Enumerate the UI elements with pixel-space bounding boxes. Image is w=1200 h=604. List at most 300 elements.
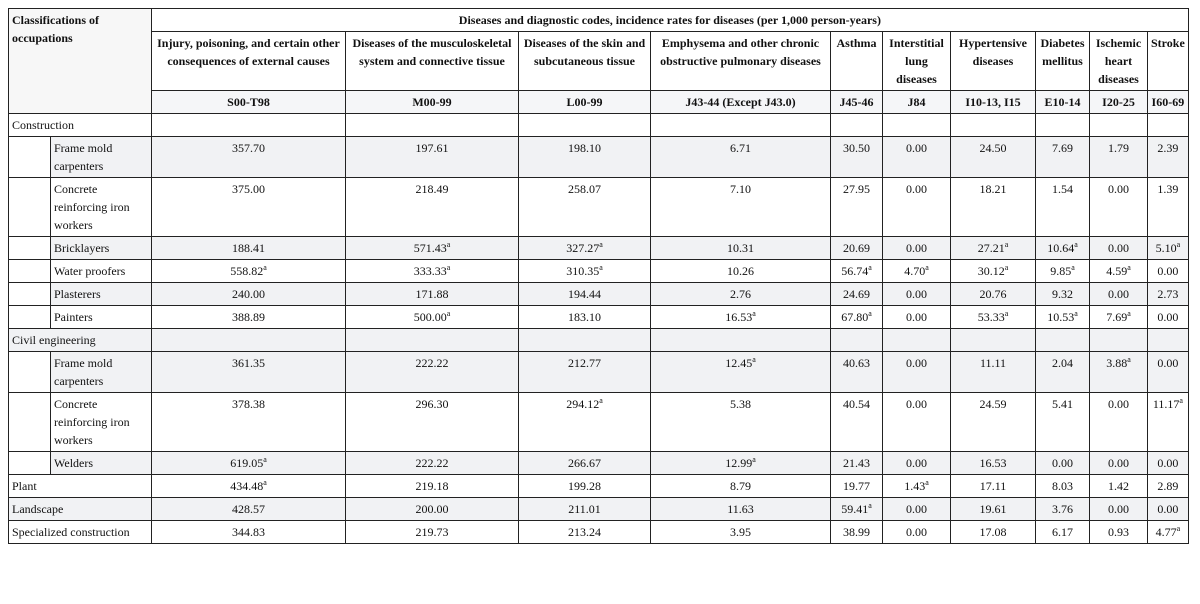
disease-code-header: J43-44 (Except J43.0) [651,91,831,114]
rate-value: 266.67 [568,456,601,470]
table-row [9,329,1189,352]
rate-cell [1036,306,1090,329]
rate-value: 619.05 [230,456,264,470]
rate-cell [831,283,883,306]
occupation-label: Plasterers [51,283,152,306]
rate-cell [152,452,346,475]
rate-value: 27.95 [843,182,870,196]
rate-value: 30.50 [843,141,870,155]
rate-value: 0.00 [1108,182,1129,196]
rate-cell [831,393,883,452]
rate-cell [831,521,883,544]
rate-cell [1090,352,1148,393]
rate-value: 16.53 [725,310,753,324]
rate-value: 0.00 [906,502,927,516]
rate-value: 3.76 [1052,502,1073,516]
rate-value: 12.99 [725,456,753,470]
disease-code-header: M00-99 [346,91,519,114]
rate-value: 59.41 [841,502,869,516]
rate-cell [1090,137,1148,178]
rate-value: 558.82 [230,264,264,278]
rate-cell [346,498,519,521]
rate-cell [346,283,519,306]
significance-marker: a [1179,396,1183,405]
rate-value: 0.00 [906,356,927,370]
disease-header: Diseases of the skin and subcutaneous tissue [519,32,651,91]
rate-value: 218.49 [415,182,449,196]
rate-cell [152,237,346,260]
rate-value: 21.43 [843,456,870,470]
rate-cell [651,352,831,393]
rate-value: 198.10 [568,141,601,155]
rate-cell [1036,452,1090,475]
table-row [9,260,1189,283]
rate-value: 1.39 [1157,182,1179,196]
table-row [9,452,1189,475]
rate-cell [831,498,883,521]
rate-cell [346,237,519,260]
rate-value: 7.69 [1106,310,1128,324]
disease-header: Diabetes mellitus [1036,32,1090,91]
indent-cell [9,137,51,178]
rate-value: 0.00 [1157,310,1179,324]
rate-cell [346,521,519,544]
rate-cell [831,237,883,260]
rate-value: 378.38 [232,397,265,411]
significance-marker: a [868,263,872,272]
empty-cell [951,329,1036,352]
significance-marker: a [263,455,267,464]
disease-code-header: I60-69 [1148,91,1189,114]
occupation-label: Painters [51,306,152,329]
empty-cell [152,114,346,137]
rate-value: 194.44 [568,287,601,301]
significance-marker: a [752,309,756,318]
rate-cell [152,393,346,452]
rate-value: 53.33 [977,310,1005,324]
rate-value: 0.00 [1108,456,1129,470]
rate-cell [651,178,831,237]
rate-value: 5.41 [1052,397,1073,411]
rate-value: 2.89 [1157,479,1179,493]
rate-cell [519,178,651,237]
rate-cell [152,137,346,178]
rate-value: 2.39 [1157,141,1179,155]
rate-cell [883,521,951,544]
occupation-label: Concrete reinforcing iron workers [51,393,152,452]
rate-value: 10.26 [727,264,754,278]
indent-cell [9,283,51,306]
rate-value: 375.00 [232,182,265,196]
rate-value: 4.59 [1106,264,1128,278]
table-row [9,114,1189,137]
rate-value: 4.77 [1155,525,1177,539]
rate-value: 9.32 [1052,287,1073,301]
occupation-column-header: Classifications of occupations [9,9,152,114]
rate-value: 0.00 [906,287,927,301]
rate-cell [883,306,951,329]
empty-cell [519,329,651,352]
rate-cell [152,306,346,329]
rate-cell [651,137,831,178]
empty-cell [831,114,883,137]
rate-cell [519,393,651,452]
rate-cell [152,475,346,498]
rate-cell [651,521,831,544]
rate-value: 428.57 [232,502,265,516]
rate-cell [1036,260,1090,283]
rate-cell [651,237,831,260]
rate-cell [1090,306,1148,329]
rate-value: 19.61 [979,502,1007,516]
rate-value: 11.63 [727,502,754,516]
empty-cell [346,114,519,137]
rate-cell [1148,178,1189,237]
significance-marker: a [1127,263,1131,272]
rate-value: 2.76 [730,287,751,301]
disease-code-header: J45-46 [831,91,883,114]
significance-marker: a [599,240,603,249]
empty-cell [1090,329,1148,352]
rate-cell [1036,283,1090,306]
significance-marker: a [446,263,451,272]
rate-value: 8.79 [730,479,751,493]
rate-cell [1036,475,1090,498]
rate-cell [519,306,651,329]
rate-cell [1148,260,1189,283]
rate-value: 0.00 [1157,456,1179,470]
rate-value: 24.59 [979,397,1007,411]
rate-cell [1036,178,1090,237]
rate-cell [152,352,346,393]
rate-cell [951,306,1036,329]
significance-marker: a [263,478,267,487]
rate-cell [951,237,1036,260]
significance-marker: a [1004,309,1009,318]
rate-cell [951,452,1036,475]
rate-cell [883,475,951,498]
rate-value: 38.99 [843,525,870,539]
significance-marker: a [1127,309,1131,318]
rate-cell [519,237,651,260]
rate-cell [1090,178,1148,237]
rate-cell [831,452,883,475]
rate-value: 2.04 [1052,356,1073,370]
rate-cell [883,137,951,178]
rate-cell [1036,237,1090,260]
rate-value: 1.54 [1052,182,1073,196]
rate-cell [883,498,951,521]
rate-value: 16.53 [979,456,1007,470]
rate-cell [951,352,1036,393]
rate-cell [883,260,951,283]
significance-marker: a [1071,263,1075,272]
rate-value: 24.50 [979,141,1007,155]
rate-cell [346,260,519,283]
rate-cell [1148,352,1189,393]
rate-value: 327.27 [566,241,600,255]
rate-value: 30.12 [977,264,1005,278]
disease-header: Asthma [831,32,883,91]
rate-cell [152,498,346,521]
empty-cell [831,329,883,352]
occupation-label: Water proofers [51,260,152,283]
rate-value: 0.00 [1108,502,1129,516]
significance-marker: a [925,263,929,272]
rate-value: 310.35 [566,264,600,278]
rate-cell [1036,137,1090,178]
rate-value: 0.00 [906,141,927,155]
significance-marker: a [752,355,756,364]
rate-value: 0.00 [1108,241,1129,255]
disease-header: Hypertensive diseases [951,32,1036,91]
table-row [9,283,1189,306]
rate-value: 20.76 [979,287,1007,301]
rate-value: 183.10 [568,310,601,324]
rate-cell [1090,452,1148,475]
rate-cell [346,137,519,178]
rate-cell [152,178,346,237]
rate-cell [651,393,831,452]
table-row [9,137,1189,178]
rate-cell [346,393,519,452]
rate-value: 0.00 [1157,264,1179,278]
disease-code-header: S00-T98 [152,91,346,114]
rate-value: 3.95 [730,525,751,539]
rate-value: 5.10 [1155,241,1177,255]
table-row [9,475,1189,498]
rate-cell [346,475,519,498]
rate-value: 171.88 [415,287,449,301]
indent-cell [9,452,51,475]
rate-value: 0.00 [1052,456,1073,470]
rate-cell [651,452,831,475]
rate-cell [1148,283,1189,306]
rate-value: 219.73 [415,525,449,539]
rate-cell [1090,521,1148,544]
rate-value: 222.22 [415,356,449,370]
disease-header: Emphysema and other chronic obstructive pulmonary diseases [651,32,831,91]
rate-cell [519,452,651,475]
rate-value: 0.00 [906,182,927,196]
occupation-label: Frame mold carpenters [51,137,152,178]
rate-cell [1090,237,1148,260]
rate-cell [152,521,346,544]
empty-cell [951,114,1036,137]
disease-header: Interstitial lung diseases [883,32,951,91]
rate-value: 56.74 [841,264,869,278]
rate-value: 0.00 [906,310,927,324]
rate-value: 10.64 [1047,241,1075,255]
disease-header: Diseases of the musculoskeletal system and connective tissue [346,32,519,91]
rate-cell [1148,306,1189,329]
occupation-label: Welders [51,452,152,475]
occupation-label: Specialized construction [9,521,152,544]
empty-cell [883,114,951,137]
rate-value: 296.30 [415,397,449,411]
rate-value: 17.11 [979,479,1007,493]
rate-cell [1090,283,1148,306]
rate-value: 18.21 [979,182,1007,196]
significance-marker: a [868,501,872,510]
rate-cell [1090,475,1148,498]
rate-value: 17.08 [979,525,1007,539]
rate-value: 258.07 [568,182,601,196]
rate-cell [951,283,1036,306]
rate-value: 213.24 [568,525,601,539]
rate-cell [831,137,883,178]
significance-marker: a [1176,524,1181,533]
rate-cell [346,352,519,393]
empty-cell [883,329,951,352]
rate-value: 24.69 [843,287,870,301]
rate-value: 6.17 [1052,525,1073,539]
rate-value: 333.33 [413,264,447,278]
rate-value: 3.88 [1106,356,1128,370]
rate-cell [519,352,651,393]
rate-cell [1036,393,1090,452]
rate-value: 1.79 [1108,141,1129,155]
disease-code-header: J84 [883,91,951,114]
significance-marker: a [1127,355,1131,364]
rate-value: 1.42 [1108,479,1129,493]
rate-cell [1036,521,1090,544]
rate-cell [1148,237,1189,260]
rate-cell [1090,393,1148,452]
rate-value: 9.85 [1050,264,1072,278]
rate-value: 0.00 [1157,502,1179,516]
occupation-label: Frame mold carpenters [51,352,152,393]
rate-value: 434.48 [230,479,264,493]
rate-cell [951,393,1036,452]
rate-value: 199.28 [568,479,601,493]
rate-cell [831,260,883,283]
empty-cell [1148,329,1189,352]
significance-marker: a [263,263,267,272]
occupation-label: Plant [9,475,152,498]
rate-value: 0.93 [1108,525,1129,539]
indent-cell [9,178,51,237]
rate-cell [1148,521,1189,544]
rate-value: 197.61 [415,141,449,155]
significance-marker: a [925,478,929,487]
empty-cell [1036,329,1090,352]
rate-value: 361.35 [232,356,265,370]
rate-cell [519,521,651,544]
rate-value: 10.53 [1047,310,1075,324]
rate-value: 571.43 [413,241,447,255]
indent-cell [9,352,51,393]
rate-value: 4.70 [904,264,926,278]
rate-value: 0.00 [1157,356,1179,370]
rate-cell [152,260,346,283]
table-row [9,306,1189,329]
rate-value: 19.77 [843,479,870,493]
empty-cell [1090,114,1148,137]
rate-value: 8.03 [1052,479,1073,493]
disease-code-header: I10-13, I15 [951,91,1036,114]
rate-cell [346,178,519,237]
significance-marker: a [599,396,603,405]
significance-marker: a [1004,240,1009,249]
rate-cell [1148,137,1189,178]
indent-cell [9,306,51,329]
significance-marker: a [446,309,451,318]
rate-cell [951,260,1036,283]
rate-cell [651,283,831,306]
rate-value: 67.80 [841,310,869,324]
rate-cell [951,475,1036,498]
empty-cell [651,114,831,137]
rate-value: 27.21 [977,241,1005,255]
rate-value: 211.01 [568,502,601,516]
significance-marker: a [1074,309,1078,318]
rate-cell [519,475,651,498]
significance-marker: a [1176,240,1181,249]
empty-cell [1148,114,1189,137]
empty-cell [152,329,346,352]
empty-cell [519,114,651,137]
rate-cell [883,283,951,306]
significance-marker: a [1074,240,1078,249]
rate-cell [951,498,1036,521]
rate-cell [831,352,883,393]
rate-cell [883,393,951,452]
significance-marker: a [868,309,872,318]
rate-cell [1148,393,1189,452]
rate-value: 7.69 [1052,141,1073,155]
rate-cell [152,283,346,306]
rate-value: 212.77 [568,356,601,370]
table-row [9,237,1189,260]
rate-value: 188.41 [232,241,265,255]
occupation-label: Bricklayers [51,237,152,260]
indent-cell [9,393,51,452]
occupation-label: Landscape [9,498,152,521]
rate-value: 219.18 [415,479,449,493]
rate-cell [1148,498,1189,521]
rate-value: 1.43 [904,479,926,493]
rate-cell [1090,260,1148,283]
rate-value: 344.83 [232,525,265,539]
indent-cell [9,237,51,260]
table-row [9,521,1189,544]
rate-value: 40.54 [843,397,870,411]
table-row [9,352,1189,393]
rate-cell [883,452,951,475]
rate-cell [1090,498,1148,521]
occupation-label: Concrete reinforcing iron workers [51,178,152,237]
diseases-span-header: Diseases and diagnostic codes, incidence rates for diseases (per 1,000 person-years) [152,9,1189,32]
disease-code-header: E10-14 [1036,91,1090,114]
empty-cell [346,329,519,352]
group-label: Civil engineering [9,329,152,352]
indent-cell [9,260,51,283]
rate-cell [831,475,883,498]
table-row [9,393,1189,452]
rate-value: 10.31 [727,241,754,255]
rate-value: 240.00 [232,287,265,301]
rate-value: 7.10 [730,182,751,196]
disease-header: Stroke [1148,32,1189,91]
significance-marker: a [1004,263,1009,272]
empty-cell [1036,114,1090,137]
disease-code-header: L00-99 [519,91,651,114]
rate-cell [831,306,883,329]
rate-value: 12.45 [725,356,753,370]
significance-marker: a [752,455,756,464]
rate-value: 2.73 [1157,287,1179,301]
